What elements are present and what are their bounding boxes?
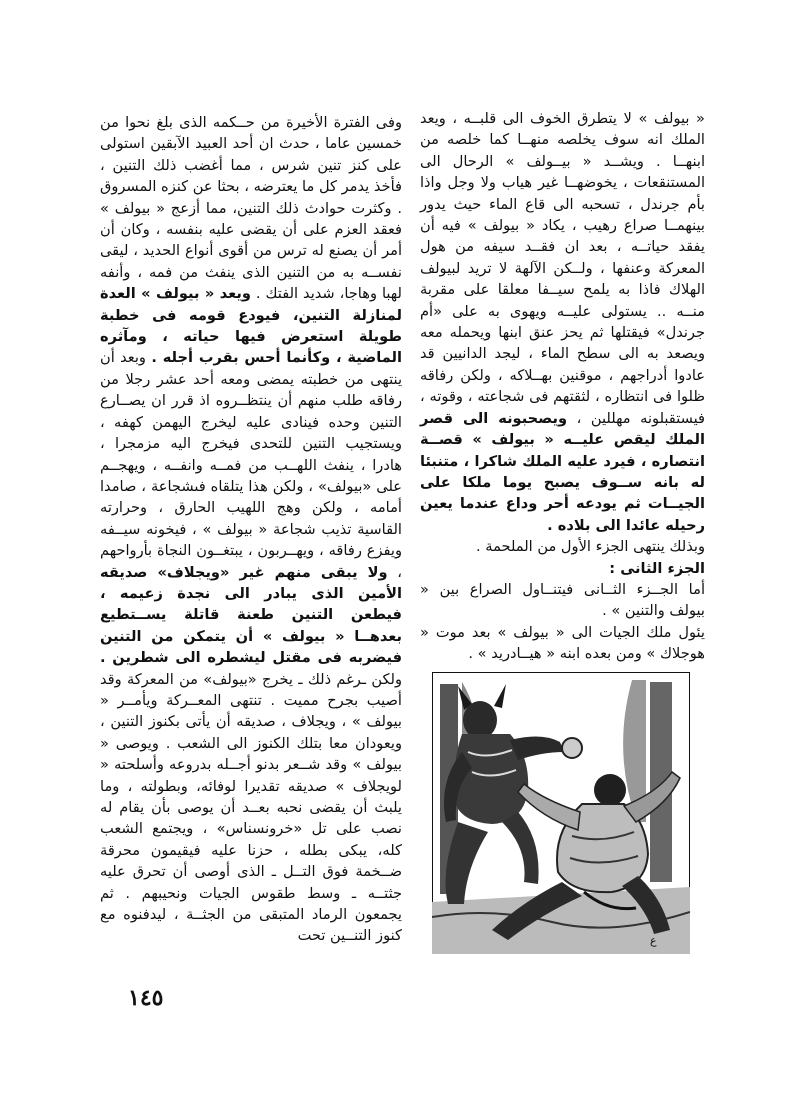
paragraph: أما الجــزء الثــانى فيتنــاول الصراع بين « بيولف والتنين » . xyxy=(420,580,705,620)
paragraph xyxy=(420,108,705,536)
paragraph-text: ولكن ـرغم ذلك ـ يخرج «بيولف» من المعركة وقد أصيب بجرح مميت . تنتهى المعــركة ويأمــر « بيولف » ، ويجلاف ، صديقه أن يأتى بكنوز التنين ، ويعودان معا بتلك الكنوز الى الشعب . ويوصى « بيولف » وقد شــعر بدنو أجــله بدروعه وأسلحته « لويجلاف » صديقه تقديرا لوفائه، وبطولته ، وما يلبث أن يقضى نحبه بعــد أن يوصى بأن يقام له نصب على تل «خرونسناس» ، ويجتمع الشعب كله، يبكى بطله ، حزنا عليه فيقيمون محرقة ضــخمة فوق التــل ـ الذى أوصى أن تحرق عليه جثتــه ـ وسط طقوس الجيات ونحيبهم . ثم يجمعون الرماد المتبقى من الجثــة ، ليدفنوه مع كنوز التنــين تحت xyxy=(100,670,402,945)
bold-text: ولا يبقى منهم غير «ويجلاف» صديقه الأمين الذى يبادر الى نجدة زعيمه ، فيطعن التنين طعنة قاتلة يســتطيع بعدهــا « بيولف » أن يتمكن من التنين فيضربه فى مقتل ليشطره الى شطرين . xyxy=(100,563,402,667)
illustration-beowulf-vs-grendel xyxy=(432,672,690,954)
paragraph: يئول ملك الجيات الى « بيولف » بعد موت « هوجلاك » ومن بعده ابنه « هيــادريد » . xyxy=(420,623,705,663)
paragraph xyxy=(100,112,402,947)
illustration-drawing xyxy=(432,672,690,954)
page-number: ١٤٥ xyxy=(128,985,164,1011)
paragraph-text: وفى الفترة الأخيرة من حــكمه الذى بلغ نحوا من خمسين عاما ، حدث ان أحد العبيد الآبقين استولى على كنز تنين شرس ، مما أغضب ذلك التنين ، فأخذ يدمر كل ما يعترضه ، بحثا عن كنزه المسروق . وكثرت حوادث ذلك التنين، مما أزعج « بيولف » فعقد العزم على أن يقضى عليه بنفسه ، وكان أن أمر أن يصنع له ترس من أقوى أنواع الحديد ، ليقى نفســه به من التنين الذى ينفث من فمه ، وأنفه لهبا وهاجا، شديد الفتك . xyxy=(100,114,402,303)
paragraph: وبذلك ينتهى الجزء الأول من الملحمة . xyxy=(476,538,705,556)
paragraph-text: « بيولف » لا يتطرق الخوف الى قلبــه ، ويعد الملك انه سوف يخلصه منهــا كما خلصه من ابنهــا . ويشــد « بيــولف » الرحال الى المستنقعات ، يخوضهــا غير هياب ولا وجل واذا بأم جرندل ، تسحبه الى قاع الماء حيث يدور بينهمــا صراع رهيب ، يكاد « بيولف » فيه أن يفقد حياتــه ، بعد ان فقــد سيفه من هول المعركة وعنفها ، ولــكن الآلهة لا تريد لبيولف الهلاك فاذا به يلمح سيــفا معلقا على مقربة منــه .. يستولى عليــه ويهوى به على «أم جرندل» فيقتلها ثم يحز عنق ابنها ويحمله معه ويصعد به الى سطح الماء ، ليجد الدانيين قد عادوا أدراجهم ، موقنين بهــلاكه ، ولكن رفاقه ظلوا فى انتظاره ، لثقتهم فى شجاعته ، وقوته ، فيستقبلونه مهللين ، xyxy=(420,110,705,427)
illustration-signature: ع xyxy=(650,934,657,947)
section-heading: الجزء الثانى : xyxy=(609,559,705,577)
text-column-left xyxy=(100,112,402,947)
bold-text: ويعد « بيولف » العدة لمنازلة التنين، فيودع قومه فى خطبة طويلة استعرض فيها حياته ، ومآثره الماضية ، وكأنما أحس بقرب أجله . xyxy=(100,285,402,367)
bold-text: ويصحبونه الى قصر الملك ليقص عليــه « بيولف » قصــة انتصاره ، فيرد عليه الملك شاكرا ، متنبئا له بانه ســوف يصبح يوما ملكا على الجيــات ثم يودعه أحر وداع عندما يعين رحيله عائدا الى بلاده . xyxy=(420,409,705,534)
paragraph-text: وبعد أن ينتهى من خطبته يمضى ومعه أحد عشر رجلا من رفاقه طلب منهم أن ينتظــروه اذ قرر ان يصــارع التنين وحده فينادى عليه ليخرج اليهمن كهفه ، ويستجيب التنين للتحدى فيخرج اليه مزمجرا ، هادرا ، ينفث اللهــب من فمــه وانفــه ، ويهجــم على «بيولف» ، ولكن هذا يتلقاه فىشجاعة ، صامدا أمامه ، ولكن وهج اللهيب الحارق ، وحرارته القاسية تذيب شجاعة « بيولف » ، فيخونه سيــفه ويفزع رفاقه ، ويهــربون ، يبتغــون النجاة بأرواحهم ، xyxy=(100,349,402,581)
text-column-right xyxy=(420,108,705,665)
